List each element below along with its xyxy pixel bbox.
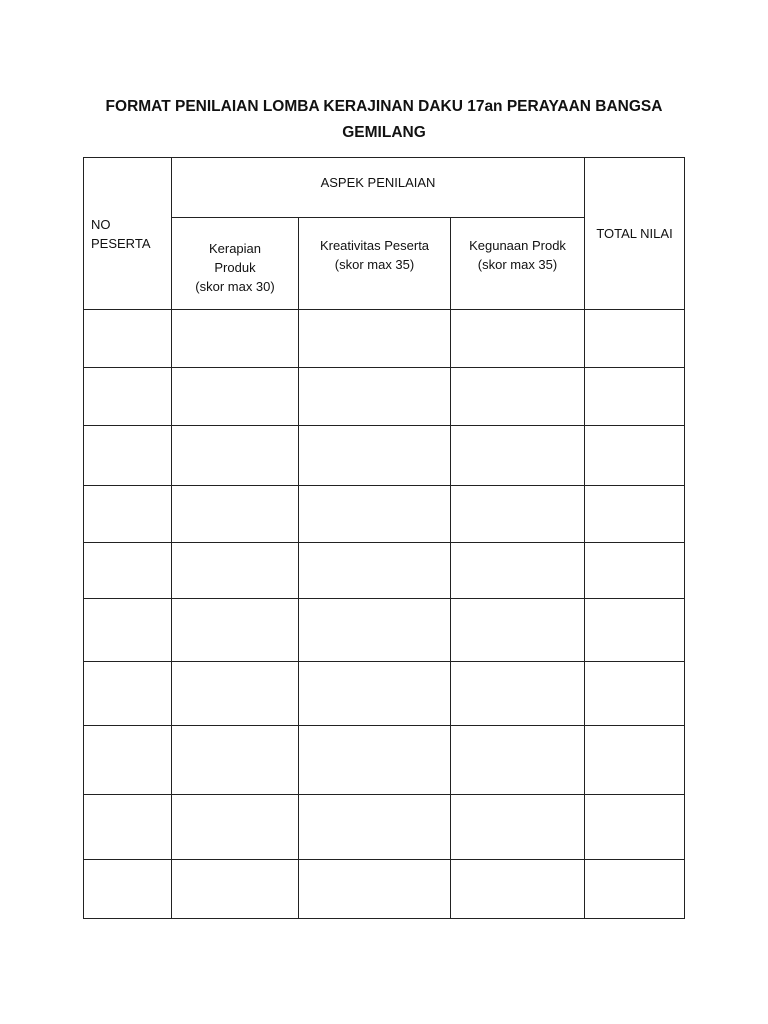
table-cell[interactable] xyxy=(299,310,451,368)
header-kegunaan-produk: Kegunaan Prodk (skor max 35) xyxy=(451,218,585,310)
table-cell[interactable] xyxy=(451,662,585,726)
header-kerapian-produk: Kerapian Produk (skor max 30) xyxy=(172,218,299,310)
table-cell[interactable] xyxy=(451,599,585,662)
table-cell[interactable] xyxy=(585,662,685,726)
table-cell[interactable] xyxy=(299,426,451,486)
table-cell[interactable] xyxy=(299,368,451,426)
table-cell[interactable] xyxy=(84,860,172,919)
table-cell[interactable] xyxy=(299,860,451,919)
table-cell[interactable] xyxy=(451,426,585,486)
table-cell[interactable] xyxy=(585,795,685,860)
table-cell[interactable] xyxy=(172,795,299,860)
table-cell[interactable] xyxy=(172,599,299,662)
title-line-1: FORMAT PENILAIAN LOMBA KERAJINAN DAKU 17an PERAYAAN BANGSA xyxy=(105,98,663,115)
title-line-2: GEMILANG xyxy=(342,124,426,141)
table-row xyxy=(84,795,685,860)
table-cell[interactable] xyxy=(299,599,451,662)
table-cell[interactable] xyxy=(585,426,685,486)
table-cell[interactable] xyxy=(172,860,299,919)
table-cell[interactable] xyxy=(84,543,172,599)
table-cell[interactable] xyxy=(84,310,172,368)
header-kreativitas-peserta: Kreativitas Peserta (skor max 35) xyxy=(299,218,451,310)
table-cell[interactable] xyxy=(585,860,685,919)
table-cell[interactable] xyxy=(172,426,299,486)
table-cell[interactable] xyxy=(172,310,299,368)
table-cell[interactable] xyxy=(299,543,451,599)
table-cell[interactable] xyxy=(172,486,299,543)
table-cell[interactable] xyxy=(585,486,685,543)
header-no-peserta: NO PESERTA xyxy=(84,158,172,310)
table-cell[interactable] xyxy=(585,310,685,368)
table-cell[interactable] xyxy=(585,599,685,662)
table-cell[interactable] xyxy=(585,368,685,426)
table-cell[interactable] xyxy=(84,368,172,426)
table-cell[interactable] xyxy=(299,726,451,795)
document-title xyxy=(0,94,768,146)
table-cell[interactable] xyxy=(585,726,685,795)
scoring-table xyxy=(83,157,685,919)
table-cell[interactable] xyxy=(451,860,585,919)
table-row xyxy=(84,426,685,486)
table-cell[interactable] xyxy=(451,543,585,599)
table-row xyxy=(84,599,685,662)
table-cell[interactable] xyxy=(451,310,585,368)
table-cell[interactable] xyxy=(451,795,585,860)
table-cell[interactable] xyxy=(451,726,585,795)
table-cell[interactable] xyxy=(451,486,585,543)
table-cell[interactable] xyxy=(84,726,172,795)
table-cell[interactable] xyxy=(172,368,299,426)
table-cell[interactable] xyxy=(299,486,451,543)
table-cell[interactable] xyxy=(172,662,299,726)
table-row xyxy=(84,860,685,919)
header-total-nilai: TOTAL NILAI xyxy=(585,158,685,310)
table-row xyxy=(84,486,685,543)
table-cell[interactable] xyxy=(84,599,172,662)
table-cell[interactable] xyxy=(299,662,451,726)
table-row xyxy=(84,662,685,726)
table-cell[interactable] xyxy=(84,662,172,726)
table-cell[interactable] xyxy=(299,795,451,860)
table-cell[interactable] xyxy=(84,486,172,543)
header-aspek-penilaian: ASPEK PENILAIAN xyxy=(172,158,585,218)
table-cell[interactable] xyxy=(172,543,299,599)
table-cell[interactable] xyxy=(585,543,685,599)
table-row xyxy=(84,543,685,599)
table-row xyxy=(84,368,685,426)
table-row xyxy=(84,310,685,368)
table-cell[interactable] xyxy=(172,726,299,795)
table-cell[interactable] xyxy=(84,426,172,486)
table-cell[interactable] xyxy=(451,368,585,426)
table-row xyxy=(84,726,685,795)
table-cell[interactable] xyxy=(84,795,172,860)
